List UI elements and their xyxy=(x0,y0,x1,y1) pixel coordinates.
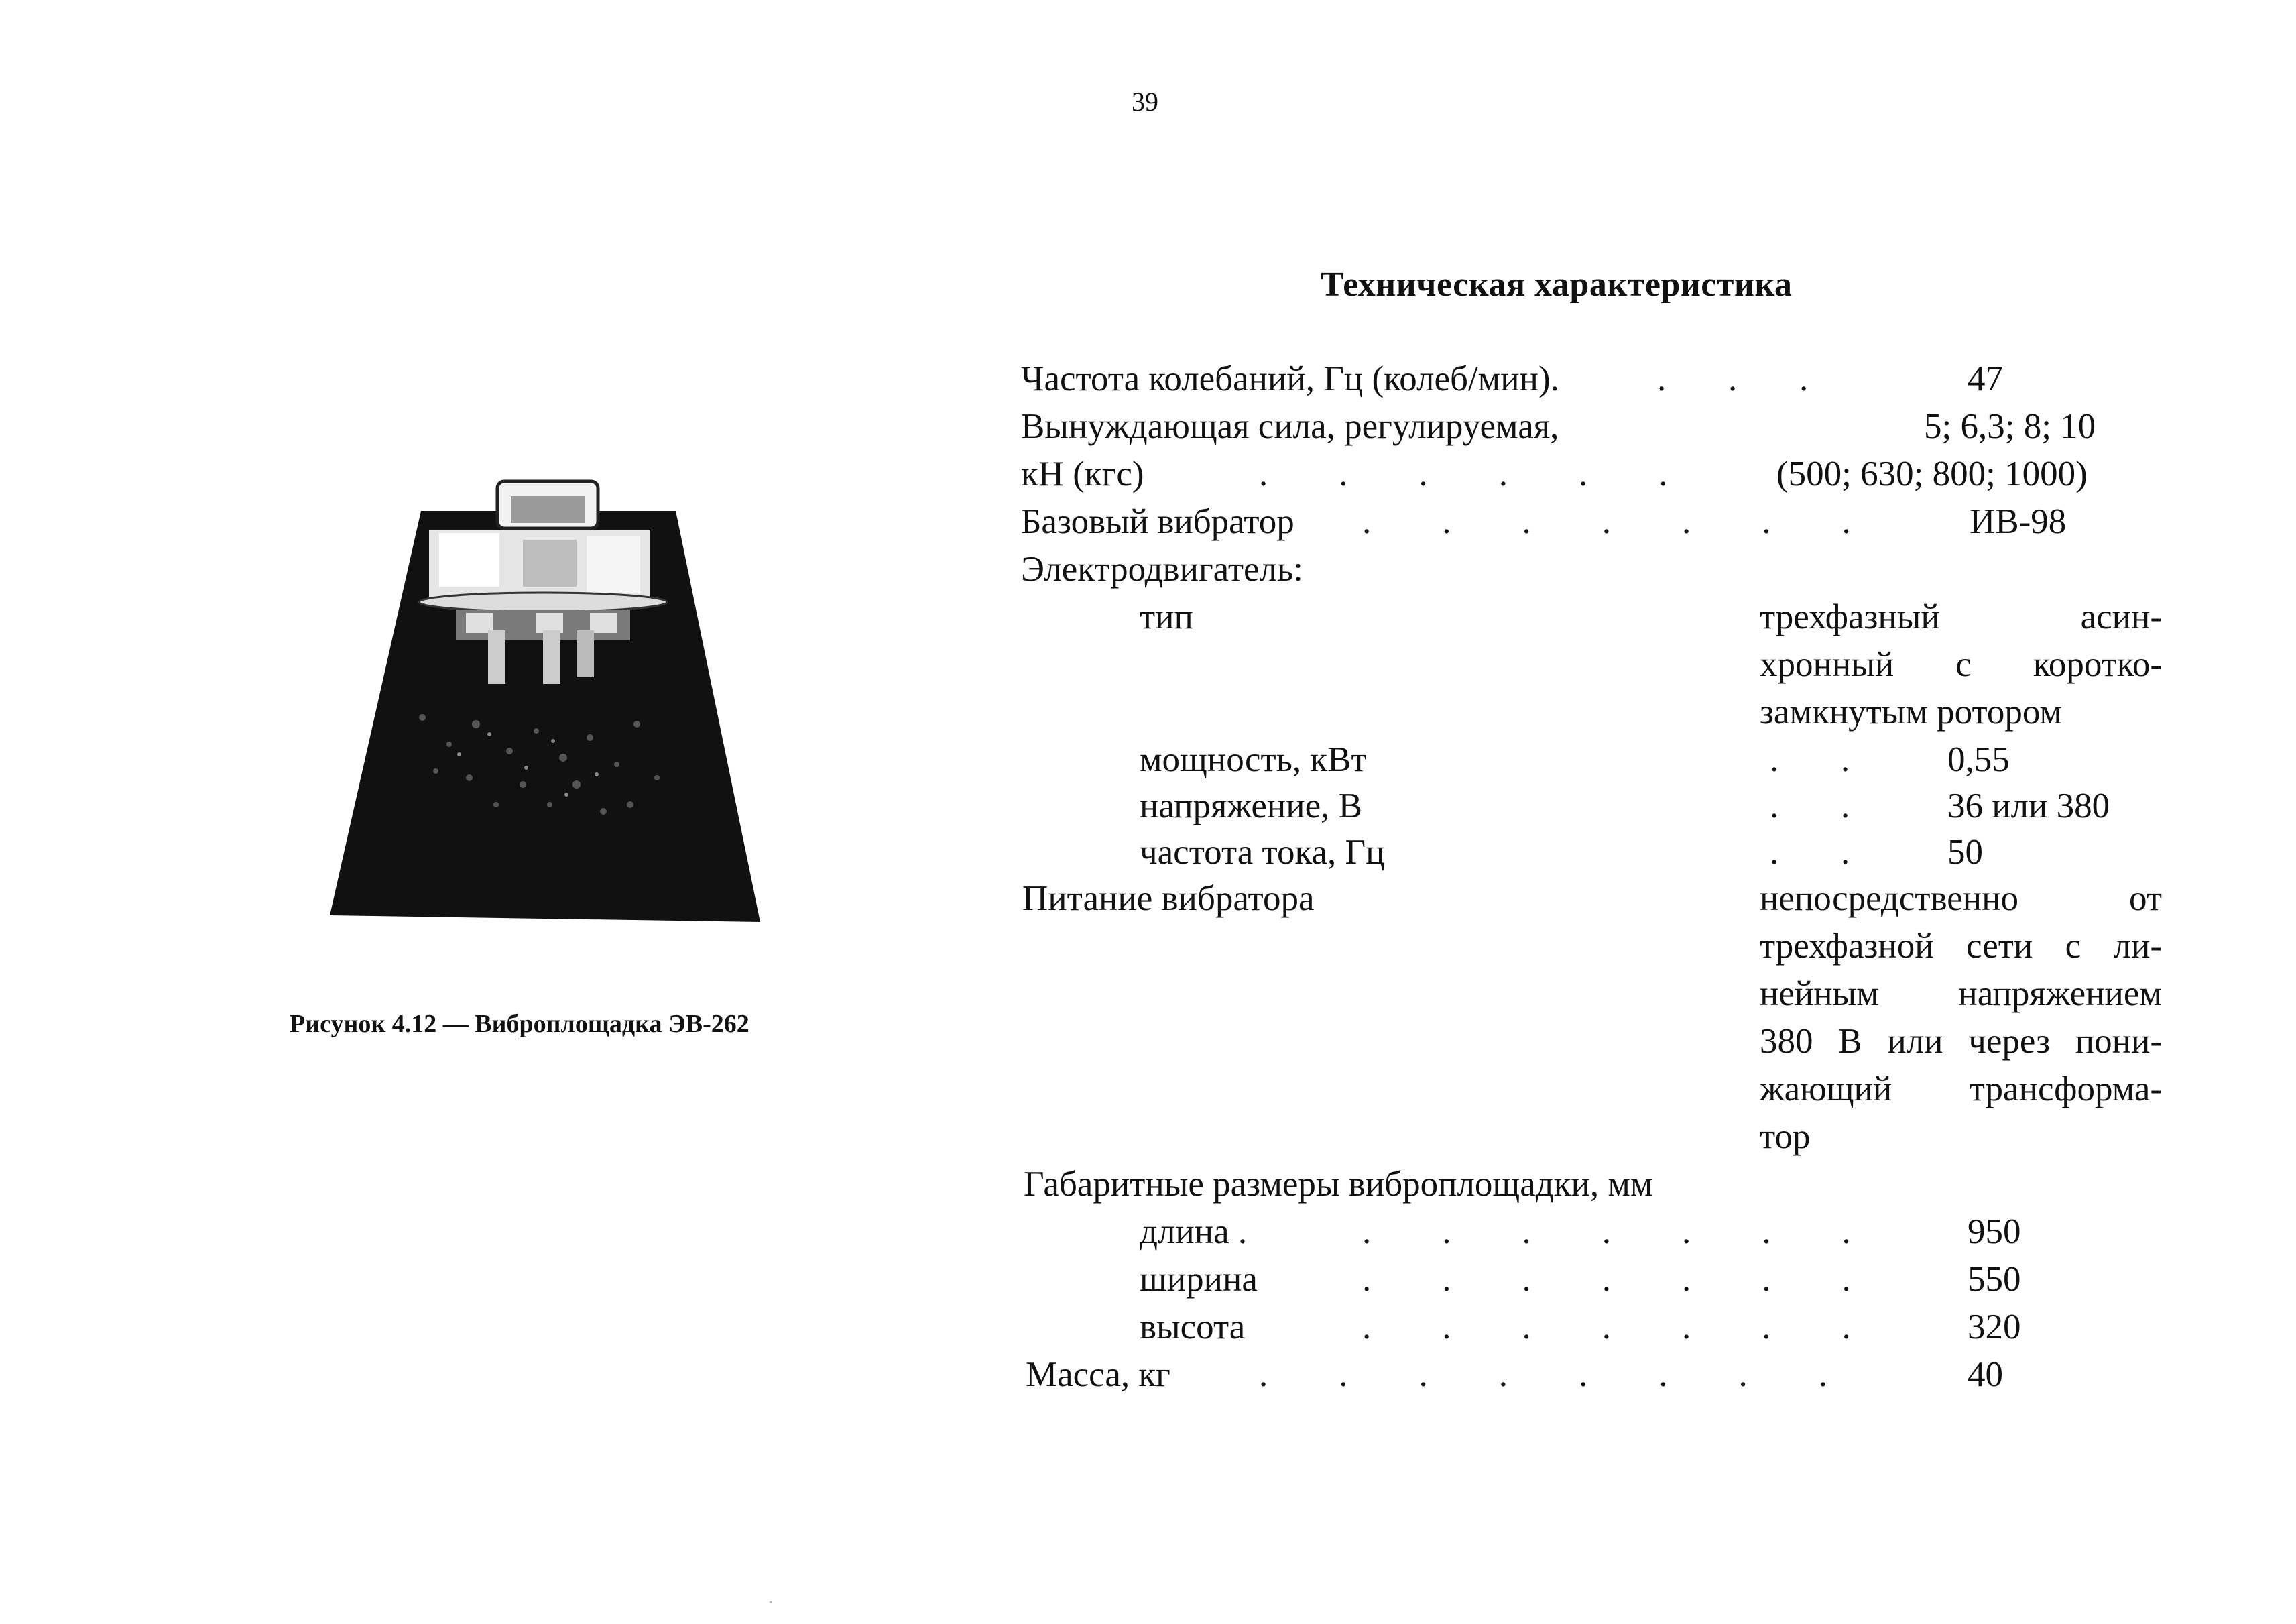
dot-leader: . . . . . . . xyxy=(1362,502,1851,541)
section-heading: Техническая характеристика xyxy=(1321,266,1793,304)
vibration-platform-photo xyxy=(322,469,764,932)
spec-value-supply xyxy=(1760,875,2162,1161)
spec-label: ширина xyxy=(1140,1260,1258,1299)
value-line: нейным напряжением xyxy=(1760,974,2162,1013)
spec-value: 950 xyxy=(1968,1212,2021,1251)
spec-label: мощность, кВт xyxy=(1140,740,1367,779)
value-line: трехфазный асин- xyxy=(1760,597,2162,636)
spec-label: тип xyxy=(1140,597,1193,636)
leg-left xyxy=(488,630,505,684)
dot-leader: . . . . . . xyxy=(1259,455,1668,494)
dot-leader: . . . xyxy=(1657,359,1809,398)
value-line: замкнутым ротором xyxy=(1760,693,2062,732)
spec-label: Базовый вибратор xyxy=(1021,502,1294,541)
mount-flange xyxy=(419,593,667,612)
value-line: непосредственно от xyxy=(1760,879,2162,918)
value-line: трехфазной сети с ли- xyxy=(1760,927,2162,966)
scan-speck xyxy=(770,1601,772,1603)
leg-right xyxy=(577,630,594,677)
spec-value: 320 xyxy=(1968,1308,2021,1346)
spec-label: Вынуждающая сила, регулируемая, xyxy=(1021,407,1559,446)
spec-value-motor-type xyxy=(1760,593,2162,736)
spec-value: 5; 6,3; 8; 10 xyxy=(1924,407,2096,446)
spec-label: Питание вибратора xyxy=(1022,879,1315,918)
spec-value: 0,55 xyxy=(1947,740,2010,779)
spec-label: высота xyxy=(1140,1308,1246,1346)
spec-value: 550 xyxy=(1968,1260,2021,1299)
spec-value: 50 xyxy=(1947,833,1983,872)
spec-value: (500; 630; 800; 1000) xyxy=(1776,455,2088,494)
leg-center xyxy=(543,630,560,684)
spec-label: напряжение, В xyxy=(1140,787,1362,825)
spec-value: 47 xyxy=(1968,359,2003,398)
spec-label: кН (кгс) xyxy=(1021,455,1144,494)
page-number: 39 xyxy=(1132,86,1158,117)
dot-leader: . . xyxy=(1770,740,1850,779)
spec-value: ИВ-98 xyxy=(1970,502,2067,541)
spec-label: Масса, кг xyxy=(1026,1355,1170,1394)
spec-label: Габаритные размеры виброплощадки, мм xyxy=(1024,1165,1653,1204)
spec-label: частота тока, Гц xyxy=(1140,833,1385,872)
dot-leader: . . . . . . . xyxy=(1362,1260,1851,1299)
value-line: хронный с коротко- xyxy=(1760,645,2162,684)
value-line: тор xyxy=(1760,1117,1811,1156)
spec-label: Частота колебаний, Гц (колеб/мин). xyxy=(1021,359,1559,398)
dot-leader: . . . . . . . . xyxy=(1259,1355,1827,1394)
spec-value: 36 или 380 xyxy=(1947,787,2110,825)
figure-caption: Рисунок 4.12 — Виброплощадка ЭВ-262 xyxy=(290,1010,749,1038)
dot-leader: . . . . . . . xyxy=(1362,1212,1851,1251)
value-line: жающий трансформа- xyxy=(1760,1069,2162,1108)
dot-leader: . . xyxy=(1770,787,1850,825)
value-line: 380 В или через пони- xyxy=(1760,1022,2162,1061)
spec-label: длина . xyxy=(1140,1212,1248,1251)
spec-value: 40 xyxy=(1968,1355,2003,1394)
dot-leader: . . xyxy=(1770,833,1850,872)
dot-leader: . . . . . . . xyxy=(1362,1308,1851,1346)
spec-label: Электродвигатель: xyxy=(1021,550,1303,589)
